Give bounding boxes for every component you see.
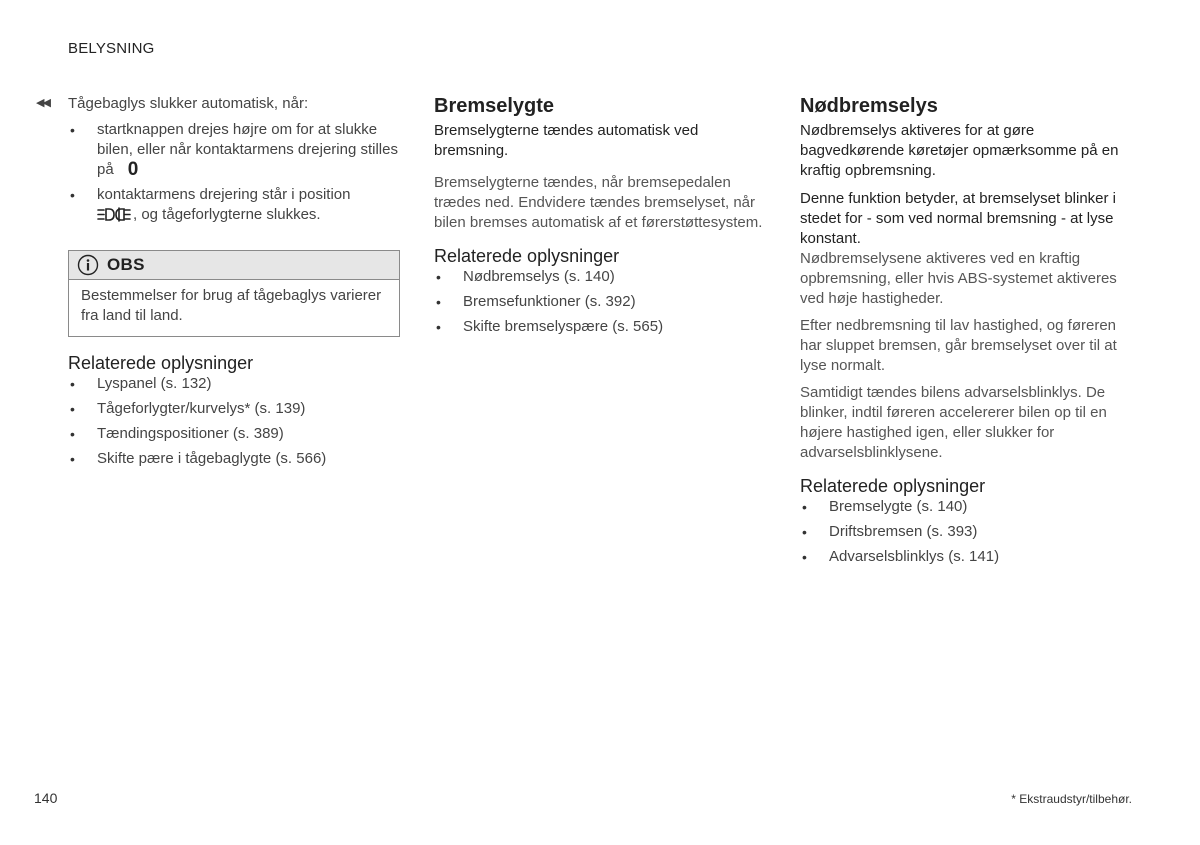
related-link[interactable]: Skifte pære i tågebaglygte (s. 566) (97, 450, 327, 467)
paragraph: Bremselygterne tændes, når bremsepedalen trædes ned. Endvidere tændes bremselyset, når bilen bremses automatisk af et førerstøttesystem. (434, 174, 763, 231)
list-item[interactable] (800, 497, 1132, 517)
related-list (800, 497, 1132, 567)
condition-text: , og tågeforlygterne slukkes. (133, 206, 321, 223)
related-link[interactable]: Nødbremselys (s. 140) (463, 268, 615, 285)
list-item[interactable] (68, 374, 400, 394)
related-link[interactable]: Bremsefunktioner (s. 392) (463, 293, 636, 310)
obs-note-box (68, 250, 400, 337)
bullet-icon: • (70, 187, 75, 203)
fog-light-icon (97, 207, 131, 228)
related-link[interactable]: Advarselsblinklys (s. 141) (829, 548, 1000, 565)
list-item[interactable] (434, 317, 770, 337)
paragraph: Nødbremselysene aktiveres ved en kraftig opbremsning, eller hvis ABS-systemet aktiveres ved høje hastigheder. (800, 250, 1117, 307)
list-item[interactable] (434, 292, 770, 312)
list-item[interactable] (800, 547, 1132, 567)
condition-text: startknappen drejes højre om for at slukke bilen, eller når kontaktarmens drejering stilles på (97, 121, 398, 178)
related-list (68, 374, 400, 469)
bullet-icon: • (436, 319, 441, 335)
obs-label: OBS (107, 255, 145, 274)
bullet-icon: • (70, 451, 75, 467)
bullet-icon: • (436, 269, 441, 285)
bullet-icon: • (70, 122, 75, 138)
page-number: 140 (34, 790, 58, 806)
intro-text: Tågebaglys slukker automatisk, når: (68, 95, 309, 112)
bullet-icon: • (802, 524, 807, 540)
list-item[interactable] (68, 399, 400, 419)
section-heading: Bremselygte (434, 95, 555, 117)
related-link[interactable]: Tændingspositioner (s. 389) (97, 425, 284, 442)
related-link[interactable]: Driftsbremsen (s. 393) (829, 523, 978, 540)
footnote: * Ekstraudstyr/tilbehør. (1011, 792, 1132, 806)
paragraph: Denne funktion betyder, at bremselyset blinker i stedet for - som ved normal bremsning - at lyse konstant. (800, 190, 1117, 247)
list-item (68, 185, 400, 228)
related-heading: Relaterede oplysninger (68, 353, 254, 373)
related-heading: Relaterede oplysninger (434, 246, 620, 266)
related-heading: Relaterede oplysninger (800, 476, 986, 496)
related-list (434, 267, 770, 337)
condition-list (68, 120, 400, 228)
bullet-icon: • (70, 401, 75, 417)
column-fog-rear-light (36, 94, 400, 474)
bullet-icon: • (802, 549, 807, 565)
continued-marker-icon: ◀◀ (36, 97, 49, 109)
paragraph: Nødbremselys aktiveres for at gøre bagvedkørende køretøjer opmærksomme på en kraftig opbremsning. (800, 122, 1119, 179)
related-link[interactable]: Bremselygte (s. 140) (829, 498, 968, 515)
column-brake-light (434, 94, 770, 342)
paragraph: Bremselygterne tændes automatisk ved bremsning. (434, 122, 699, 159)
bullet-icon: • (70, 376, 75, 392)
related-link[interactable]: Skifte bremselyspære (s. 565) (463, 318, 664, 335)
paragraph: Samtidigt tændes bilens advarselsblinklys. De blinker, indtil føreren accelererer bilen op til en højere hastighed igen, eller slukker for advarselsblinklysene. (800, 384, 1107, 461)
column-emergency-brake-light (800, 94, 1132, 572)
bullet-icon: • (70, 426, 75, 442)
ignition-zero-symbol: 0 (127, 159, 139, 180)
list-item[interactable] (68, 449, 400, 469)
bullet-icon: • (802, 499, 807, 515)
condition-prefix: kontaktarmens drejering står i position (97, 186, 351, 203)
obs-text: Bestemmelser for brug af tågebaglys varierer fra land til land. (81, 287, 382, 324)
list-item (68, 120, 400, 180)
obs-header (69, 251, 399, 280)
list-item[interactable] (434, 267, 770, 287)
section-title: BELYSNING (68, 40, 155, 57)
info-icon (77, 254, 99, 276)
bullet-icon: • (436, 294, 441, 310)
related-link[interactable]: Tågeforlygter/kurvelys* (s. 139) (97, 400, 306, 417)
list-item[interactable] (800, 522, 1132, 542)
related-link[interactable]: Lyspanel (s. 132) (97, 375, 212, 392)
paragraph: Efter nedbremsning til lav hastighed, og føreren har sluppet bremsen, går bremselyset over til at lyse normalt. (800, 317, 1117, 374)
list-item[interactable] (68, 424, 400, 444)
section-heading: Nødbremselys (800, 95, 938, 117)
